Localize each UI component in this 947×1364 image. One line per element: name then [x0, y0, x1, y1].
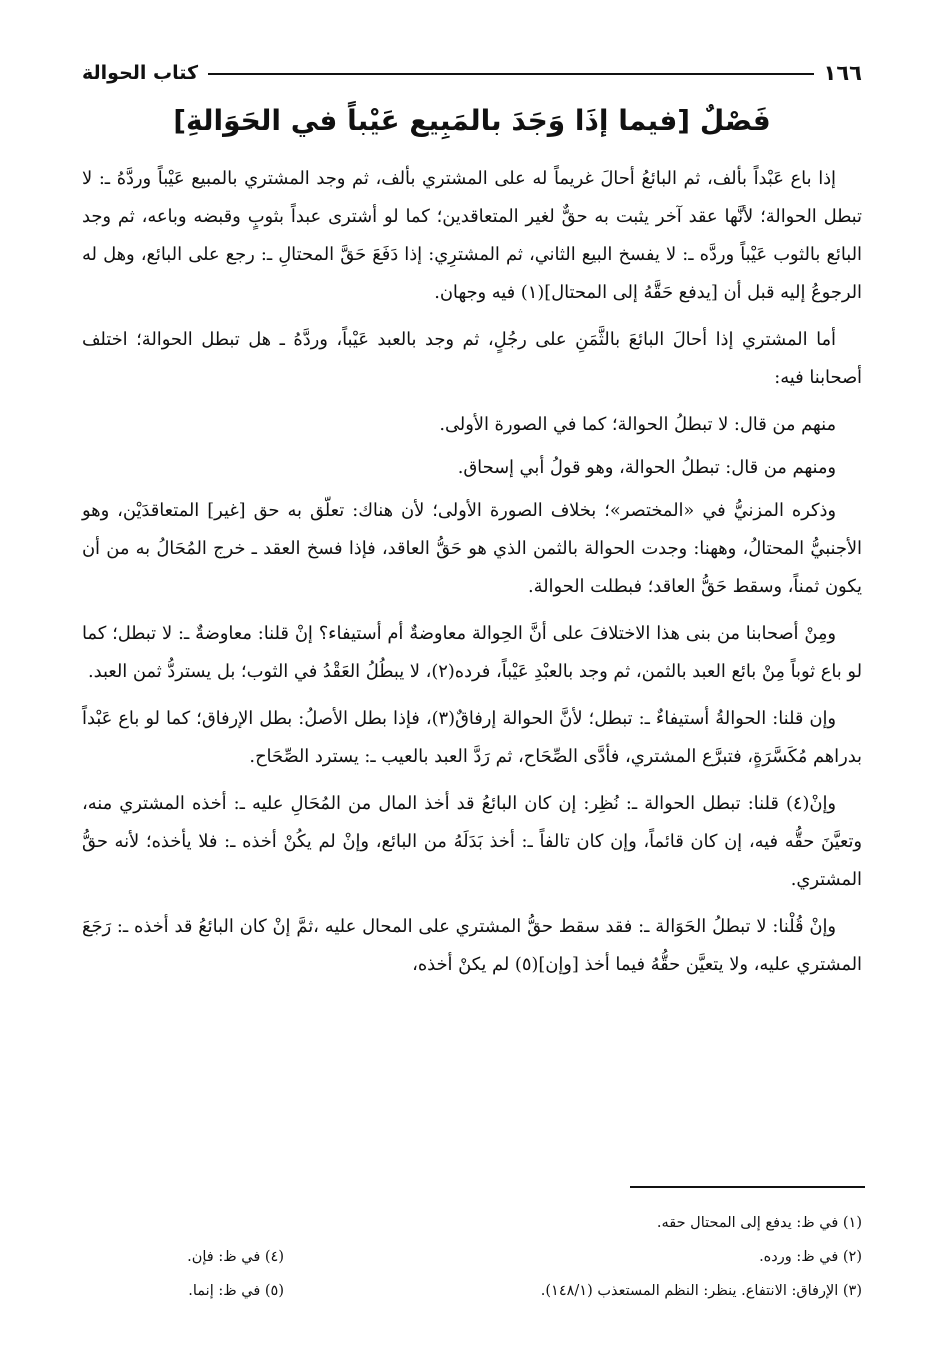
footnotes-left-column [144, 1240, 284, 1308]
paragraph: وإن قلنا: الحوالةُ أستيفاءٌ ـ: تبطل؛ لأنَّ الحوالة إرفاقٌ(٣)، فإذا بطل الأصلُ: بطل الإرفاق؛ كما لو باع عَبْداً بدراهم مُكَسَّرَةٍ، فتبرَّع المشتري، فأدَّى الصِّحَاح، ثم رَدَّ العبد بالعيب ـ: يسترد الصِّحَاح. [82, 708, 862, 767]
paragraph: وإنْ(٤) قلنا: تبطل الحوالة ـ: نُظِر: إن كان البائعُ قد أخذ المال من المُحَالِ عليه ـ: أخذه المشتري منه، وتعيَّنَ حقُّه فيه، إن كان قائماً، وإن كان تالفاً ـ: أخذ بَدَلَهُ من البائع، وإنْ لم يكُنْ أخذه ـ: فلا يأخذه؛ لأنه حقُّ المشتري. [82, 793, 862, 890]
footnotes-right-column [392, 1206, 862, 1308]
book-title: كتاب الحوالة [82, 62, 199, 84]
page-number: ١٦٦ [823, 61, 862, 85]
header-rule [208, 73, 813, 75]
footnote-3: (٣) الإرفاق: الانتفاع. ينظر: النظم المستعذب (١٤٨/١). [540, 1283, 862, 1299]
footnote-5: (٥) في ظ: إنما. [188, 1283, 284, 1299]
running-header [82, 58, 862, 88]
paragraph: ومِنْ أصحابنا من بنى هذا الاختلافَ على أنَّ الحِوالة معاوضةٌ أم أستيفاء؟ إنْ قلنا: معاوضةٌ ـ: لا تبطل؛ كما لو باع ثوباً مِنْ بائع العبد بالثمن، ثم وجد بالعبْدِ عَيْباً، فرده(٢)، لا يبطُلُ العَقْدُ في الثوب؛ بل يستردُّ ثمن العبد. [82, 623, 862, 682]
paragraph: ومنهم من قال: تبطلُ الحوالة، وهو قولُ أبي إسحاق. [457, 457, 836, 478]
paragraph: وإنْ قُلْنا: لا تبطلُ الحَوَالة ـ: فقد سقط حقُّ المشتري على المحال عليه ،ثمَّ إنْ كان البائعُ قد أخذه ـ: رَجَعَ المشتري عليه، ولا يتعيَّن حقُّهُ فيما أخذ [وإن](٥) لم يكنْ أخذه، [82, 916, 862, 975]
footnote-separator [630, 1186, 865, 1188]
footnote-4: (٤) في ظ: فإن. [187, 1249, 284, 1265]
paragraph: منهم من قال: لا تبطلُ الحوالة؛ كما في الصورة الأولى. [439, 414, 836, 435]
paragraph: أما المشتري إذا أحالَ البائعَ بالثَّمَنِ على رجُلٍ، ثم وجد بالعبد عَيْباً، وردَّهُ ـ هل تبطل الحوالة؛ اختلف أصحابنا فيه: [82, 329, 862, 388]
paragraph: وذكره المزنيُّ في «المختصر»؛ بخلاف الصورة الأولى؛ لأن هناك: تعلّق به حق [غير] المتعاقدَيْن، وهو الأجنبيُّ المحتالُ، وههنا: وجدت الحوالة بالثمن الذي هو حَقُّ العاقد، فإذا فسخ العقد ـ خرج المُحَالُ به من أن يكون ثمناً، وسقط حَقُّ العاقد؛ فبطلت الحوالة. [82, 500, 862, 597]
footnote-2: (٢) في ظ: ورده. [759, 1249, 862, 1265]
chapter-title: فَصْلٌ [فيما إذَا وَجَدَ بالمَبِيع عَيْباً في الحَوَالةِ] [173, 104, 771, 137]
footnotes [82, 1206, 862, 1316]
footnote-1: (١) في ظ: يدفع إلى المحتال حقه. [656, 1215, 862, 1231]
body-text [82, 160, 862, 993]
paragraph: إذا باع عَبْداً بألف، ثم البائعُ أحالَ غريماً له على المشتري بألف، ثم وجد المشتري بالمبيع عَيْباً وردَّهُ ـ: لا تبطل الحوالة؛ لأنَّها عقد آخر يثبت به حقٌّ لغير المتعاقدين؛ كما لو أشترى عبداً بثوبٍ وقبضه وباعه، ثم وجد البائع بالثوب عَيْباً وردَّه ـ: لا يفسخ البيع الثاني، ثم المشترِي: إذا دَفَعَ حَقَّ المحتالِ ـ: رجع على البائع، وهل له الرجوعُ إليه قبل أن [يدفع حَقَّهُ إلى المحتال](١) فيه وجهان. [82, 168, 862, 303]
